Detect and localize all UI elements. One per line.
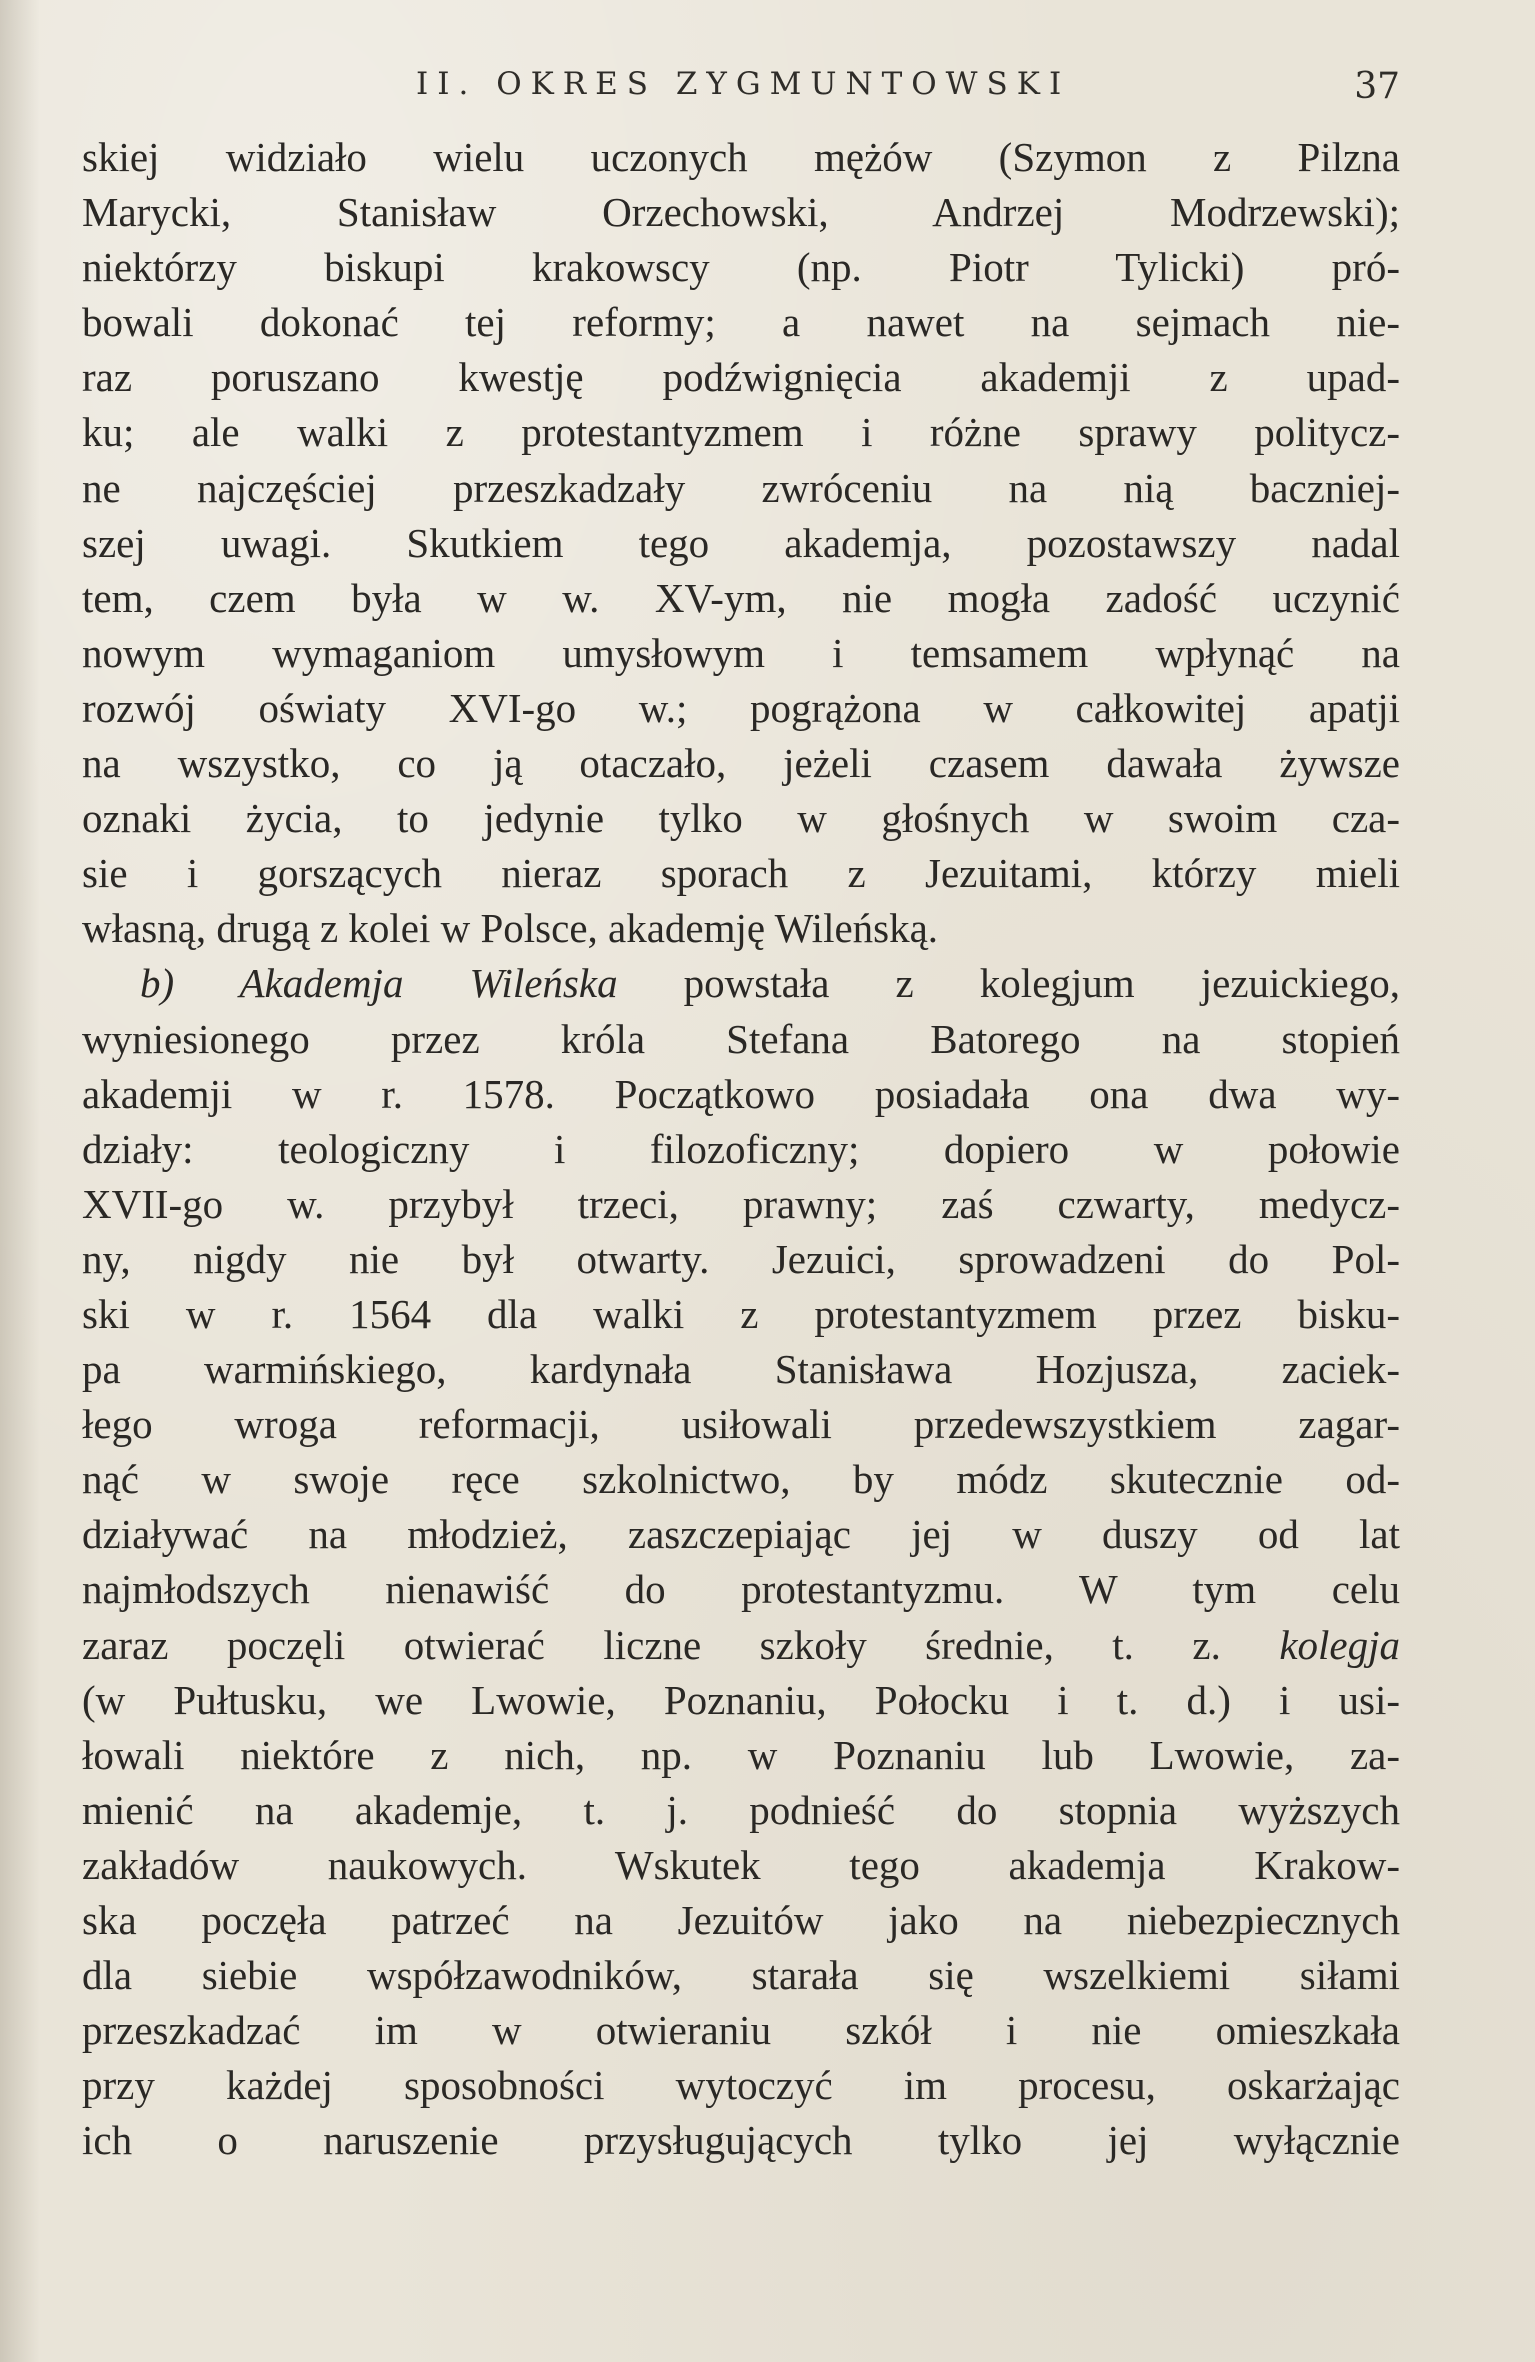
text-line: Marycki, Stanisław Orzechowski, Andrzej Modrzewski); xyxy=(82,189,1400,236)
text-line: mienić na akademje, t. j. podnieść do stopnia wyższych xyxy=(82,1786,1400,1833)
text-line: dla siebie współzawodników, starała się wszelkiemi siłami xyxy=(82,1952,1400,1999)
text-line: oznaki życia, to jedynie tylko w głośnych w swoim cza- xyxy=(82,795,1400,842)
text-line: akademji w r. 1578. Początkowo posiadała ona dwa wy- xyxy=(82,1070,1400,1117)
section-heading: b) Akademja Wileńska xyxy=(140,960,618,1007)
text-line: łowali niektóre z nich, np. w Poznaniu lub Lwowie, za- xyxy=(82,1731,1400,1778)
text-line: ich o naruszenie przysługujących tylko jej wyłącznie xyxy=(82,2117,1400,2164)
page-number: 37 xyxy=(1354,66,1400,107)
text-line: ku; ale walki z protestantyzmem i różne sprawy politycz- xyxy=(82,409,1400,456)
text-line: niektórzy biskupi krakowscy (np. Piotr Tylicki) pró- xyxy=(82,244,1400,291)
text-line: na wszystko, co ją otaczało, jeżeli czasem dawała żywsze xyxy=(82,740,1400,787)
text-line xyxy=(82,1618,1400,1673)
text-line: tem, czem była w w. XV-ym, nie mogła zadość uczynić xyxy=(82,574,1400,621)
text-line: szej uwagi. Skutkiem tego akademja, pozostawszy nadal xyxy=(82,519,1400,566)
text-span: powstała z kolegjum jezuickiego, xyxy=(617,960,1400,1007)
text-line: bowali dokonać tej reformy; a nawet na sejmach nie- xyxy=(82,299,1400,346)
text-line: zakładów naukowych. Wskutek tego akademja Krakow- xyxy=(82,1841,1400,1888)
text-line: przy każdej sposobności wytoczyć im procesu, oskarżając xyxy=(82,2062,1400,2109)
text-line: nowym wymaganiom umysłowym i temsamem wpłynąć na xyxy=(82,629,1400,676)
text-line: XVII-go w. przybył trzeci, prawny; zaś czwarty, medycz- xyxy=(82,1180,1400,1227)
text-line: własną, drugą z kolei w Polsce, akademję Wileńską. xyxy=(82,905,939,952)
running-head: II. OKRES ZYGMUNTOWSKI xyxy=(416,66,1071,102)
italic-term: kolegja xyxy=(1279,1621,1400,1668)
text-line: raz poruszano kwestję podźwignięcia akademji z upad- xyxy=(82,354,1400,401)
text-line: (w Pułtusku, we Lwowie, Poznaniu, Połocku i t. d.) i usi- xyxy=(82,1676,1400,1723)
text-line: ski w r. 1564 dla walki z protestantyzmem przez bisku- xyxy=(82,1290,1400,1337)
text-line: skiej widziało wielu uczonych mężów (Szymon z Pilzna xyxy=(82,134,1400,180)
text-line: ny, nigdy nie był otwarty. Jezuici, sprowadzeni do Pol- xyxy=(82,1235,1400,1282)
text-line: przeszkadzać im w otwieraniu szkół i nie omieszkała xyxy=(82,2007,1400,2054)
paragraph-1 xyxy=(82,130,1400,956)
text-line: rozwój oświaty XVI-go w.; pogrążona w całkowitej apatji xyxy=(82,684,1400,731)
text-line: wyniesionego przez króla Stefana Batorego na stopień xyxy=(82,1015,1400,1062)
paragraph-2 xyxy=(82,956,1400,2168)
text-line: łego wroga reformacji, usiłowali przedewszystkiem zagar- xyxy=(82,1401,1400,1448)
text-line: sie i gorszących nieraz sporach z Jezuitami, którzy mieli xyxy=(82,850,1400,897)
text-line: działy: teologiczny i filozoficzny; dopiero w połowie xyxy=(82,1125,1400,1172)
text-line: ska poczęła patrzeć na Jezuitów jako na niebezpiecznych xyxy=(82,1897,1400,1943)
text-line: pa warmińskiego, kardynała Stanisława Hozjusza, zaciek- xyxy=(82,1346,1400,1393)
page-gutter-shadow xyxy=(0,0,40,2362)
page-header xyxy=(82,66,1400,126)
text-line xyxy=(82,956,1400,1011)
text-line: działywać na młodzież, zaszczepiając jej w duszy od lat xyxy=(82,1511,1400,1558)
text-span: zaraz poczęli otwierać liczne szkoły średnie, t. z. xyxy=(82,1621,1280,1668)
body-text xyxy=(82,130,1400,2168)
text-line: najmłodszych nienawiść do protestantyzmu. W tym celu xyxy=(82,1566,1400,1613)
text-line: ne najczęściej przeszkadzały zwróceniu na nią baczniej- xyxy=(82,464,1400,511)
text-line: nąć w swoje ręce szkolnictwo, by módz skutecznie od- xyxy=(82,1456,1400,1503)
